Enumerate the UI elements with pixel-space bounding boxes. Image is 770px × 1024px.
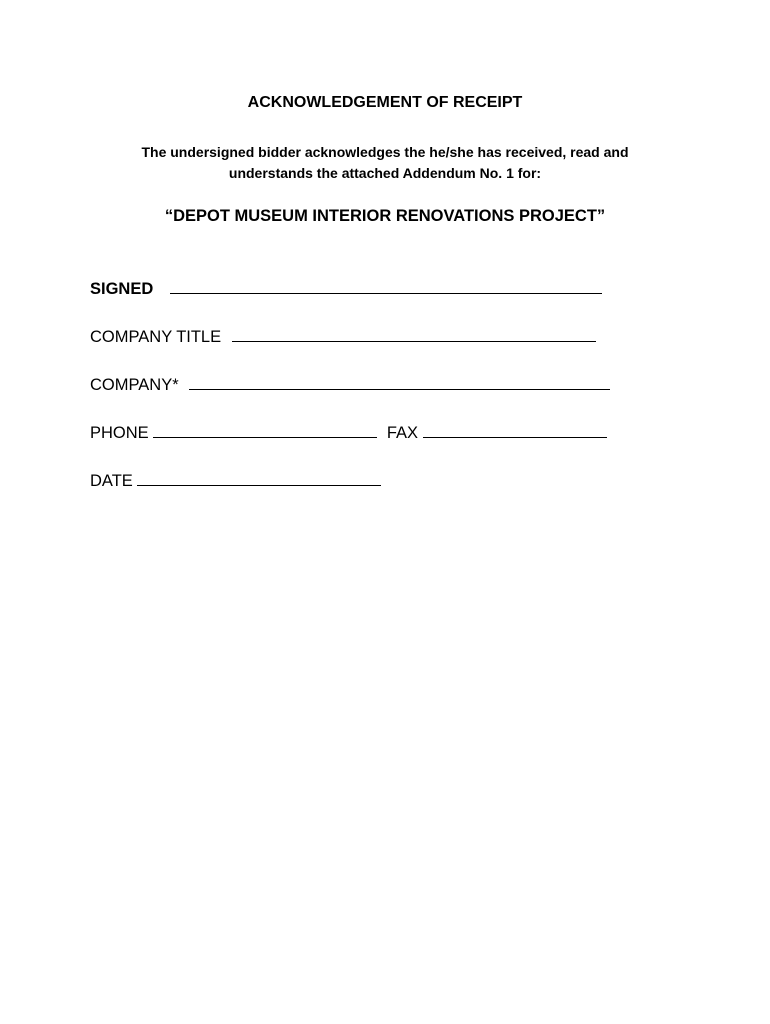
company-line[interactable] [189,375,610,390]
date-label: DATE [90,472,133,490]
phone-line[interactable] [153,423,377,438]
company-field [90,375,610,395]
company-title-field [90,327,596,347]
company-label: COMPANY* [90,376,179,394]
phone-label: PHONE [90,424,149,442]
date-field [90,471,381,491]
signed-field [90,279,602,299]
document-title: ACKNOWLEDGEMENT OF RECEIPT [247,94,523,111]
phone-fax-field [90,423,607,443]
company-title-line[interactable] [232,327,596,342]
date-line[interactable] [137,471,381,486]
fax-label: FAX [386,424,419,442]
signed-label: SIGNED [90,280,154,298]
project-name: “DEPOT MUSEUM INTERIOR RENOVATIONS PROJECT” [164,207,606,225]
intro-line-1: The undersigned bidder acknowledges the he/she has received, read and [141,144,629,160]
intro-paragraph [85,142,685,184]
intro-line-2: understands the attached Addendum No. 1 for: [228,165,542,181]
fax-line[interactable] [423,423,607,438]
company-title-label: COMPANY TITLE [90,328,222,346]
signed-line[interactable] [170,279,602,294]
